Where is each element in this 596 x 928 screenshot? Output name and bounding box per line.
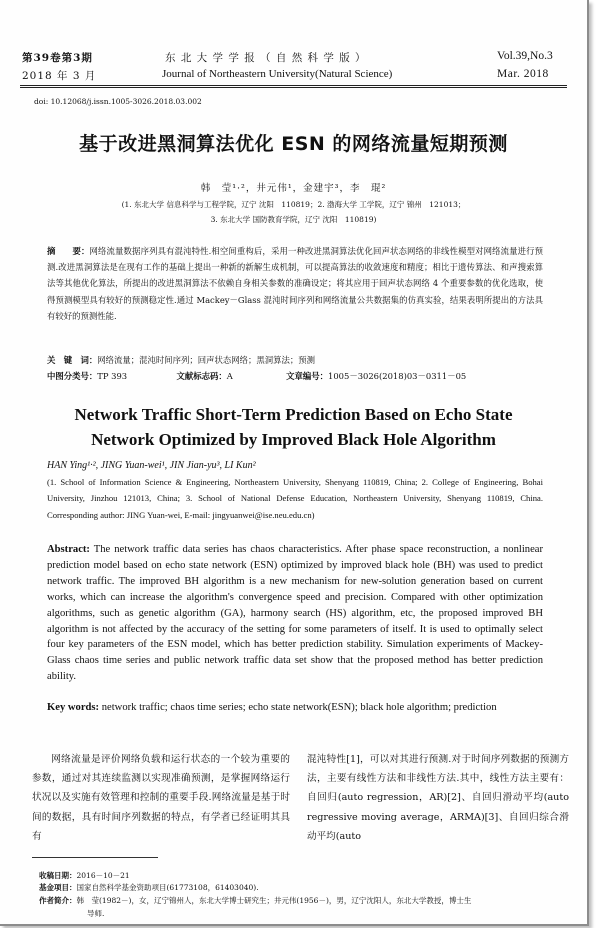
footnote-fund bbox=[39, 882, 259, 895]
footnote-author bbox=[39, 895, 471, 908]
doc-code-label: 文献标志码： bbox=[176, 371, 227, 381]
abstract-en-label: Abstract: bbox=[47, 544, 90, 555]
keywords-cn bbox=[47, 354, 315, 366]
keywords-cn-label: 关 键 词： bbox=[47, 355, 98, 365]
body-column-left: 网络流量是评价网络负载和运行状态的一个较为重要的参数，通过对其连续监测以实现准确预测，是掌握网络运行状况以及实施有效管理和控制的重要手段.网络流量是基于时间的数据，具有时间序列数据的特点，有学者已经证明其具有 bbox=[32, 754, 290, 842]
header-rule bbox=[20, 85, 567, 86]
abstract-en bbox=[47, 542, 543, 685]
keywords-en bbox=[47, 700, 543, 716]
authors-cn: 韩 莹¹·²，井元伟¹，金建宇³，李 琨² bbox=[200, 183, 387, 194]
abstract-en-text: The network traffic data series has chaos characteristics. After phase space reconstruction, a nonlinear prediction model based on echo state network (ESN) optimized by improved black hole (BH) was used to predict network traffic. The improved BH algorithm is a new mechanism for new-solution generation based on current works, which can increase the algorithm's convergence speed and precision. Compared with other optimization algorithms, such as genetic algorithm (GA), harmony search (HS) algorithm, etc, the proposed improved BH algorithm is not affected by the accuracy of the setting for some parameters of itself. It is used to optimally select four key parameters of the ESN model, which has better prediction stability. Simulation experiments of Mackey-Glass chaos time series and public network traffic data set show that the proposed method has better prediction ability. bbox=[47, 544, 543, 683]
journal-title-cn: 东 北 大 学 学 报 （ 自 然 科 学 版 ） bbox=[165, 52, 367, 64]
article-number-label: 文章编号： bbox=[286, 371, 328, 381]
article-number-value: 1005－3026(2018)03－0311－05 bbox=[328, 371, 467, 381]
journal-title-en: Journal of Northeastern University(Natural Science) bbox=[162, 68, 393, 80]
author-bio-label: 作者简介： bbox=[39, 896, 77, 905]
keywords-en-label: Key words: bbox=[47, 702, 100, 713]
volume-cn: 第39卷第3期 bbox=[22, 52, 93, 64]
affiliation-cn-line2: 3. 东北大学 国防教育学院，辽宁 沈阳 110819) bbox=[210, 215, 377, 224]
footnote-author-cont: 导师. bbox=[87, 909, 105, 918]
title-en-line1: Network Traffic Short-Term Prediction Based on Echo State bbox=[74, 405, 513, 424]
received-label: 收稿日期： bbox=[39, 871, 77, 880]
affiliation-cn-line1: (1. 东北大学 信息科学与工程学院，辽宁 沈阳 110819；2. 渤海大学 工学院，辽宁 锦州 121013； bbox=[121, 200, 466, 209]
affiliation-en: (1. School of Information Science & Engineering, Northeastern University, Shenyang 110819, China; 2. College of Engineering, Bohai University, Jinzhou 121013, China; 3. School of National Defense Education, Northeastern University, Shenyang 110819, China. Corresponding author: JING Yuan-wei, E-mail: jingyuanwei@ise.neu.edu.cn) bbox=[47, 477, 543, 520]
title-en-line2: Network Optimized by Improved Black Hole Algorithm bbox=[91, 430, 496, 449]
received-value: 2016－10－21 bbox=[76, 871, 130, 880]
volume-en: Vol.39,No.3 bbox=[497, 50, 553, 62]
title-cn: 基于改进黑洞算法优化 ESN 的网络流量短期预测 bbox=[79, 133, 508, 155]
footnote-received bbox=[39, 870, 130, 883]
date-en: Mar. 2018 bbox=[497, 68, 549, 80]
abstract-cn bbox=[47, 243, 543, 324]
keywords-en-text: network traffic; chaos time series; echo state network(ESN); black hole algorithm; prediction bbox=[99, 702, 497, 713]
keywords-cn-text: 网络流量；混沌时间序列；回声状态网络；黑洞算法；预测 bbox=[97, 355, 315, 365]
fund-label: 基金项目： bbox=[39, 883, 77, 892]
fund-value: 国家自然科学基金资助项目(61773108，61403040). bbox=[76, 883, 259, 892]
footnote-rule bbox=[32, 857, 158, 858]
date-cn: 2018 年 3 月 bbox=[22, 70, 97, 82]
header-rule-2 bbox=[20, 87, 567, 88]
doc-code-value: A bbox=[226, 371, 233, 381]
author-bio-value: 韩 莹(1982－)，女，辽宁锦州人，东北大学博士研究生；井元伟(1956－)，男，辽宁沈阳人，东北大学教授，博士生 bbox=[76, 896, 472, 905]
body-column-right: 混沌特性[1]，可以对其进行预测.对于时间序列数据的预测方法，主要有线性方法和非线性方法.其中，线性方法主要有：自回归(auto regression，AR)[2]、自回归滑动平均(auto regressive moving average，ARMA)[3]、自回归综合滑动平均(auto bbox=[307, 754, 569, 842]
abstract-cn-label: 摘 要： bbox=[47, 246, 90, 256]
doi: doi: 10.12068/j.issn.1005-3026.2018.03.002 bbox=[34, 97, 202, 106]
clc-label: 中图分类号： bbox=[47, 371, 98, 381]
authors-en: HAN Ying¹·², JING Yuan-wei¹, JIN Jian-yu³, LI Kun² bbox=[47, 460, 256, 471]
abstract-cn-text: 网络流量数据序列具有混沌特性.相空间重构后，采用一种改进黑洞算法优化回声状态网络的非线性模型对网络流量进行预测.改进黑洞算法是在现有工作的基础上提出一种新的新解生成机制，可以提高算法的收敛速度和精度；相比于遗传算法、和声搜索算法等其他优化算法，所提出的改进黑洞算法不依赖自身相关参数的准确设定；将其应用于回声状态网络 4 个重要参数的优化选取，使得预测模型具有较好的预测稳定性.通过 Mackey－Glass 混沌时间序列和网络流量公共数据集的仿真实验，结果表明所提出的方法具有较好的预测性能. bbox=[47, 246, 543, 321]
clc-value: TP 393 bbox=[97, 371, 128, 381]
classification-row bbox=[47, 370, 466, 382]
